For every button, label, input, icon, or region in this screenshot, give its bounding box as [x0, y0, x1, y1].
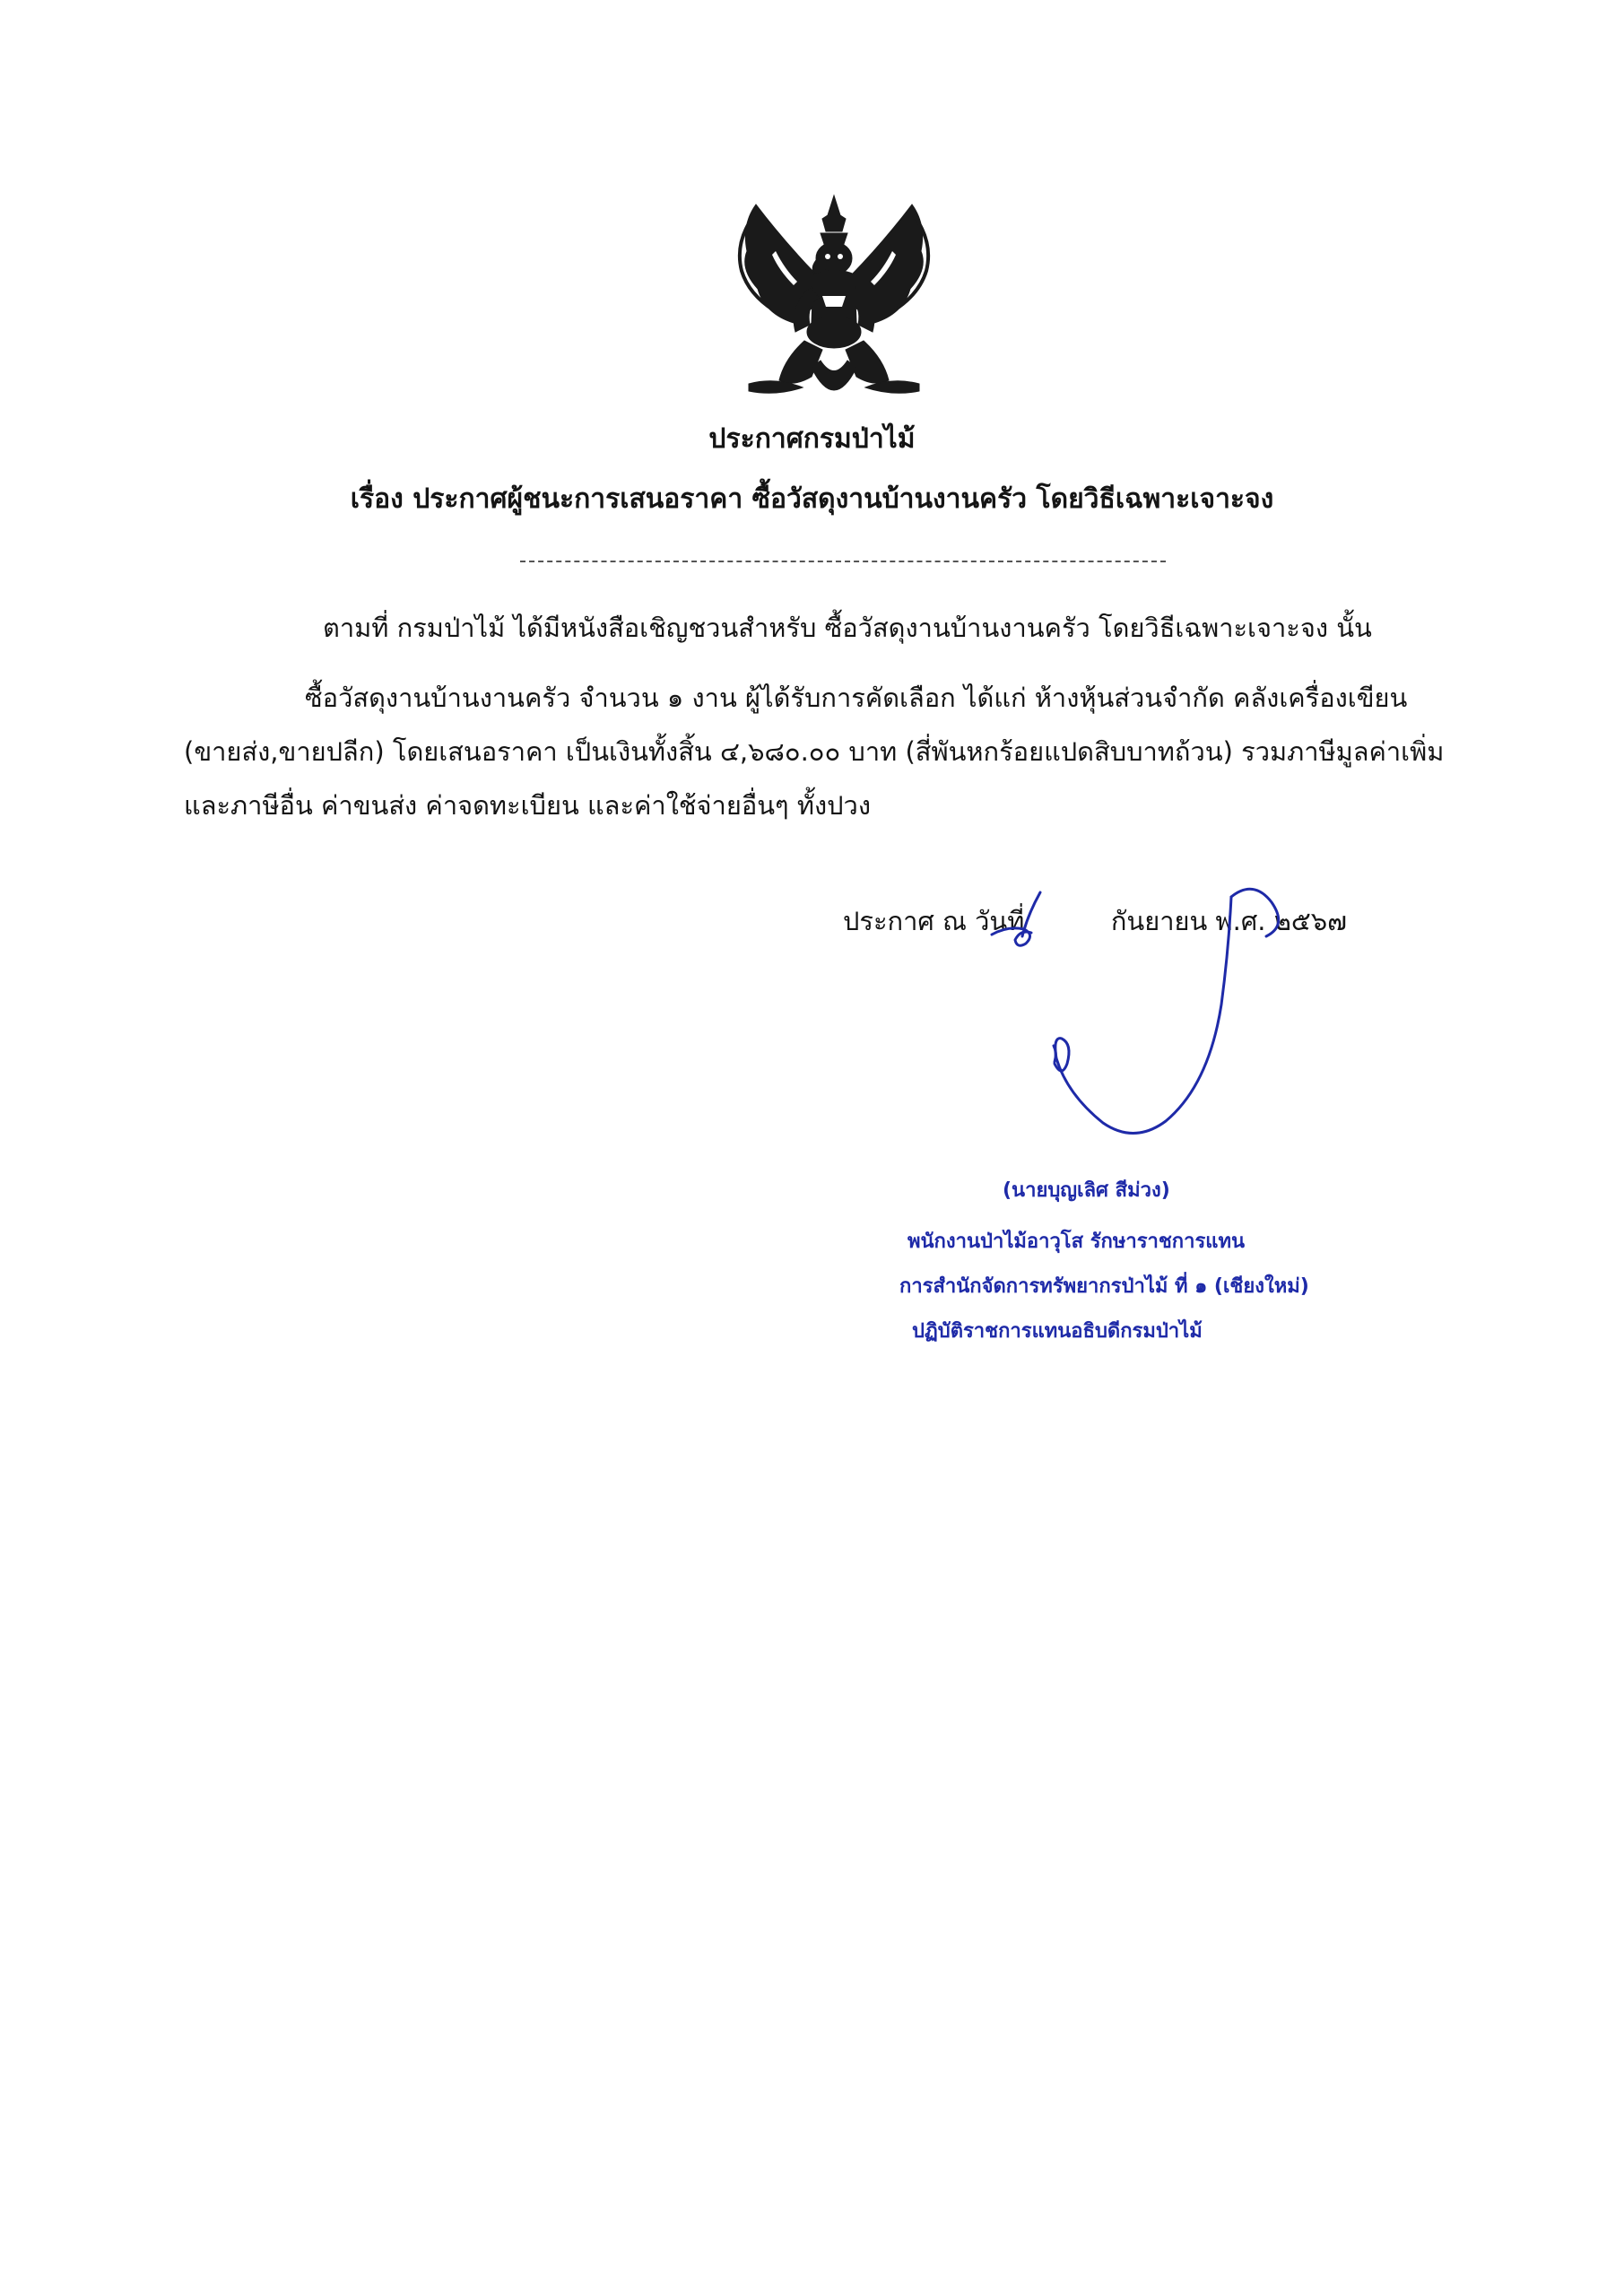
signer-position-line-3: ปฏิบัติราชการแทนอธิบดีกรมป่าไม้: [912, 1320, 1203, 1343]
paragraph-2-line-3: และภาษีอื่น ค่าขนส่ง ค่าจดทะเบียน และค่าใช้จ่ายอื่นๆ ทั้งปวง: [184, 790, 871, 821]
garuda-emblem-icon: [722, 188, 946, 413]
paragraph-2-line-1: ซื้อวัสดุงานบ้านงานครัว จำนวน ๑ งาน ผู้ได้รับการคัดเลือก ได้แก่ ห้างหุ้นส่วนจำกัด คลังเครื่องเขียน: [305, 683, 1408, 713]
signer-name: (นายบุญเลิศ สีม่วง): [1003, 1179, 1170, 1202]
signer-position-line-1: พนักงานป่าไม้อาวุโส รักษาราชการแทน: [908, 1231, 1246, 1253]
signer-position-line-2: การสำนักจัดการทรัพยากรป่าไม้ ที่ ๑ (เชียงใหม่): [899, 1275, 1309, 1298]
paragraph-2-line-2: (ขายส่ง,ขายปลีก) โดยเสนอราคา เป็นเงินทั้งสิ้น ๔,๖๘๐.๐๐ บาท (สี่พันหกร้อยแปดสิบบาทถ้วน) รวมภาษีมูลค่าเพิ่ม: [184, 736, 1445, 767]
page-title: ประกาศกรมป่าไม้: [708, 423, 916, 455]
handwritten-signature-icon: [968, 843, 1354, 1175]
divider: [520, 561, 1166, 562]
date-month-year: กันยายน พ.ศ. ๒๕๖๗: [1110, 906, 1347, 936]
date-prefix: ประกาศ ณ วันที่: [843, 906, 1025, 936]
paragraph-1: ตามที่ กรมป่าไม้ ได้มีหนังสือเชิญชวนสำหรับ ซื้อวัสดุงานบ้านงานครัว โดยวิธีเฉพาะเจาะจง นั้น: [323, 613, 1372, 643]
subject-line: เรื่อง ประกาศผู้ชนะการเสนอราคา ซื้อวัสดุงานบ้านงานครัว โดยวิธีเฉพาะเจาะจง: [350, 483, 1274, 515]
